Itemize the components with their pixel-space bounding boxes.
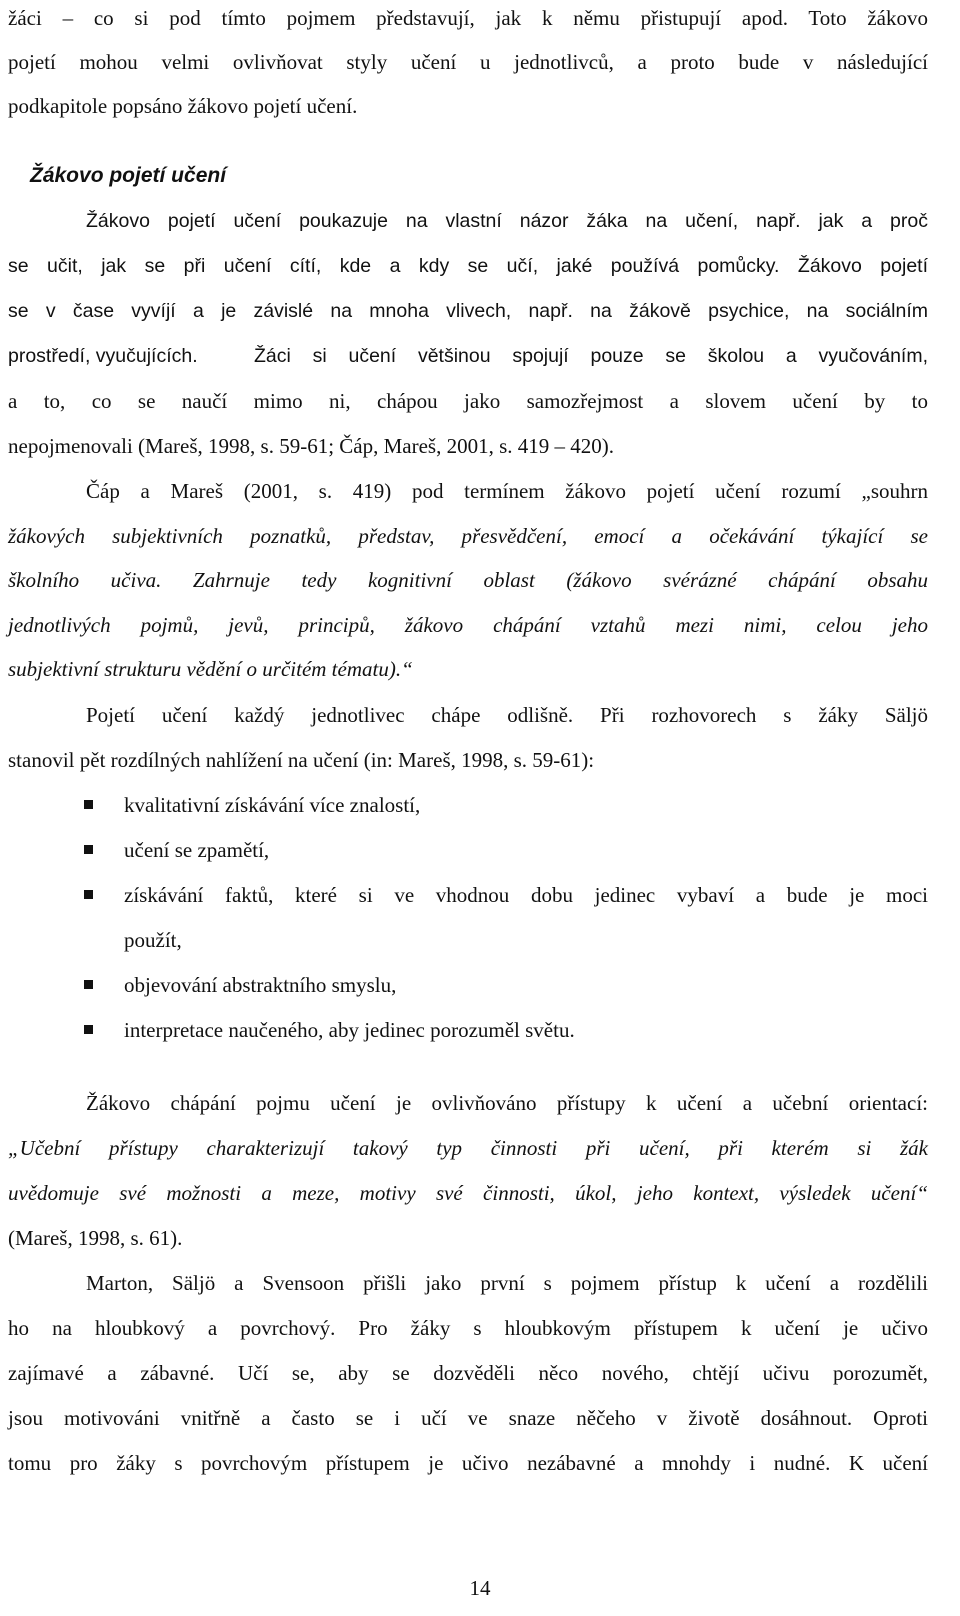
text-line: Žákovo pojetí učení poukazuje na vlastní názor žáka na učení, např. jak a proč (86, 210, 928, 232)
list-item-text: interpretace naučeného, aby jedinec porozuměl světu. (124, 1018, 575, 1042)
section-heading: Žákovo pojetí učení (30, 164, 227, 187)
text-line: Marton, Säljö a Svensoon přišli jako první s pojmem přístup k učení a rozdělili (86, 1271, 928, 1295)
text-line: prostředí, vyučujících. (8, 345, 198, 367)
list-item (84, 791, 928, 819)
text-line: (Mareš, 1998, s. 61). (8, 1226, 183, 1250)
text-line: uvědomuje své možnosti a meze, motivy své činnosti, úkol, jeho kontext, výsledek učení“ (8, 1181, 928, 1205)
list-item-text: použít, (124, 928, 182, 952)
text-line: nepojmenovali (Mareš, 1998, s. 59-61; Čáp, Mareš, 2001, s. 419 – 420). (8, 434, 614, 458)
text-line: žákových subjektivních poznatků, představ, přesvědčení, emocí a očekávání týkající se (8, 524, 928, 548)
text-line: podkapitole popsáno žákovo pojetí učení. (8, 94, 358, 118)
list-item-text: získávání faktů, které si ve vhodnou dobu jedinec vybaví a bude je moci (124, 883, 928, 907)
list-item-text: kvalitativní získávání více znalostí, (124, 793, 421, 817)
text-line: subjektivní strukturu vědění o určitém tématu).“ (8, 657, 413, 681)
list-item-text: učení se zpamětí, (124, 838, 270, 862)
page-number: 14 (469, 1576, 491, 1600)
square-bullet-icon (84, 980, 93, 989)
text-line: Pojetí učení každý jednotlivec chápe odlišně. Při rozhovorech s žáky Säljö (86, 703, 928, 727)
text-line: školního učiva. Zahrnuje tedy kognitivní oblast (žákovo svérázné chápání obsahu (8, 568, 928, 592)
list-item-continuation (84, 926, 928, 954)
text-line: zajímavé a zábavné. Učí se, aby se dozvěděli něco nového, chtějí učivu porozumět, (8, 1361, 928, 1385)
list-item (84, 1016, 928, 1044)
text-line: Žáci si učení většinou spojují pouze se školou a vyučováním, (254, 345, 928, 367)
text-line: stanovil pět rozdílných nahlížení na učení (in: Mareš, 1998, s. 59-61): (8, 748, 595, 772)
square-bullet-icon (84, 890, 93, 899)
text-line: „Učební přístupy charakterizují takový typ činnosti při učení, při kterém si žák (8, 1136, 928, 1160)
list-item-text: objevování abstraktního smyslu, (124, 973, 397, 997)
text-line: tomu pro žáky s povrchovým přístupem je učivo nezábavné a mnohdy i nudné. K učení (8, 1451, 928, 1475)
text-line: se učit, jak se při učení cítí, kde a kdy se učí, jaké používá pomůcky. Žákovo pojetí (8, 255, 928, 277)
list-item (84, 881, 928, 909)
list-item (84, 836, 928, 864)
text-line: žáci – co si pod tímto pojmem představují, jak k němu přistupují apod. Toto žákovo (8, 6, 928, 30)
text-line: Čáp a Mareš (2001, s. 419) pod termínem žákovo pojetí učení rozumí „souhrn (86, 479, 928, 503)
text-line: Žákovo chápání pojmu učení je ovlivňováno přístupy k učení a učební orientací: (86, 1091, 928, 1115)
text-line: pojetí mohou velmi ovlivňovat styly učení u jednotlivců, a proto bude v následující (8, 50, 928, 74)
square-bullet-icon (84, 845, 93, 854)
list-item (84, 971, 928, 999)
square-bullet-icon (84, 800, 93, 809)
text-line: jsou motivováni vnitřně a často se i učí ve snaze něčeho v životě dosáhnout. Oproti (8, 1406, 928, 1430)
text-line: a to, co se naučí mimo ni, chápou jako samozřejmost a slovem učení by to (8, 389, 928, 413)
text-line: ho na hloubkový a povrchový. Pro žáky s hloubkovým přístupem k učení je učivo (8, 1316, 928, 1340)
square-bullet-icon (84, 1025, 93, 1034)
text-line: se v čase vyvíjí a je závislé na mnoha vlivech, např. na žákově psychice, na sociálním (8, 300, 928, 322)
text-line: jednotlivých pojmů, jevů, principů, žákovo chápání vztahů mezi nimi, celou jeho (8, 613, 928, 637)
